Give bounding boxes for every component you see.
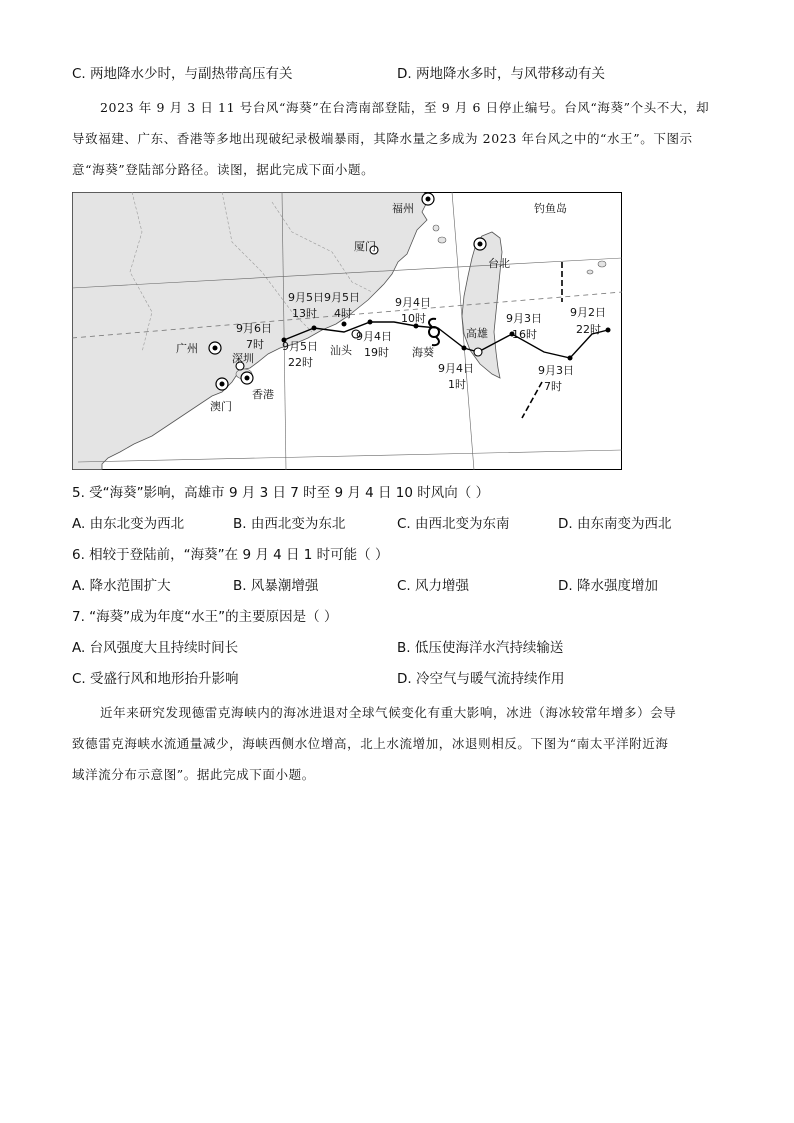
island: [598, 261, 606, 267]
city-label-diaoyudao: 钓鱼岛: [534, 202, 567, 215]
island: [587, 270, 593, 274]
track-time: 16时: [512, 328, 537, 341]
passage2-line-3: 域洋流分布示意图”。据此完成下面小题。: [72, 767, 315, 782]
city-label-shenzhen: 深圳: [232, 352, 254, 365]
city-label-taibei: 台北: [488, 257, 510, 270]
q7-option-b: B. 低压使海洋水汽持续输送: [397, 640, 564, 656]
track-time: 7时: [246, 338, 264, 351]
capital-symbol-icon: [241, 372, 253, 384]
track-point: [568, 356, 573, 361]
track-date: 9月4日: [438, 362, 474, 375]
track-date: 9月4日: [395, 296, 431, 309]
city-label-xiamen: 厦门: [354, 240, 376, 253]
track-date: 9月3日: [506, 312, 542, 325]
track-time: 1时: [448, 378, 466, 391]
track-date: 9月5日: [288, 291, 324, 304]
city-label-gaoxiong: 高雄: [466, 327, 488, 340]
q7-option-c: C. 受盛行风和地形抬升影响: [72, 671, 239, 687]
track-date: 9月2日: [570, 306, 606, 319]
q6-option-b: B. 风暴潮增强: [233, 578, 319, 594]
track-time: 7时: [544, 380, 562, 393]
city-label-xianggang: 香港: [252, 388, 274, 401]
q5-option-d: D. 由东南变为西北: [558, 516, 672, 532]
option-d-prev: D. 两地降水多时，与风带移动有关: [397, 66, 605, 82]
q7-option-a: A. 台风强度大且持续时间长: [72, 640, 239, 656]
passage1-line-2: 导致福建、广东、香港等多地出现破纪录极端暴雨，其降水量之多成为 2023 年台风之中的“水王”。下图示: [72, 131, 693, 146]
q5-option-c: C. 由西北变为东南: [397, 516, 510, 532]
q5-option-a: A. 由东北变为西北: [72, 516, 185, 532]
typhoon-track-map: [72, 192, 622, 470]
track-time: 13时: [292, 307, 317, 320]
track-point: [342, 322, 347, 327]
track-date: 9月3日: [538, 364, 574, 377]
track-date: 9月5日: [282, 340, 318, 353]
passage2-line-1: 近年来研究发现德雷克海峡内的海冰进退对全球气候变化有重大影响，冰进（海冰较常年增多）会导: [100, 705, 677, 720]
track-point: [312, 326, 317, 331]
track-date: 9月5日: [324, 291, 360, 304]
q5-option-b: B. 由西北变为东北: [233, 516, 346, 532]
city-dot-icon: [474, 348, 482, 356]
passage1-line-3: 意“海葵”登陆部分路径。读图，据此完成下面小题。: [72, 162, 375, 177]
passage2-line-2: 致德雷克海峡水流通量减少，海峡西侧水位增高，北上水流增加，冰退则相反。下图为“南太平洋附近海: [72, 736, 669, 751]
city-label-fuzhou: 福州: [392, 202, 414, 215]
island: [438, 237, 446, 243]
q6-option-d: D. 降水强度增加: [558, 578, 658, 594]
island: [433, 225, 439, 231]
city-label-guangzhou: 广州: [176, 342, 198, 355]
track-time: 22时: [576, 323, 601, 336]
question-5-stem: 5. 受“海葵”影响，高雄市 9 月 3 日 7 时至 9 月 4 日 10 时风向（ ）: [72, 485, 490, 501]
option-c-prev: C. 两地降水少时，与副热带高压有关: [72, 66, 293, 82]
capital-symbol-icon: [422, 193, 434, 205]
city-label-shantou: 汕头: [330, 344, 352, 357]
capital-symbol-icon: [474, 238, 486, 250]
q6-option-a: A. 降水范围扩大: [72, 578, 171, 594]
track-time: 10时: [401, 312, 426, 325]
track-time: 4时: [334, 307, 352, 320]
track-point: [462, 346, 467, 351]
track-date: 9月6日: [236, 322, 272, 335]
track-date: 9月4日: [356, 330, 392, 343]
track-point: [368, 320, 373, 325]
capital-symbol-icon: [216, 378, 228, 390]
passage1-line-1: 2023 年 9 月 3 日 11 号台风“海葵”在台湾南部登陆，至 9 月 6 日停止编号。台风“海葵”个头不大，却: [100, 100, 710, 115]
track-time: 19时: [364, 346, 389, 359]
track-time: 22时: [288, 356, 313, 369]
city-label-aomen: 澳门: [210, 400, 232, 413]
track-point: [606, 328, 611, 333]
q7-option-d: D. 冷空气与暖气流持续作用: [397, 671, 565, 687]
city-label-haikui: 海葵: [412, 346, 434, 359]
question-6-stem: 6. 相较于登陆前，“海葵”在 9 月 4 日 1 时可能（ ）: [72, 547, 389, 563]
q6-option-c: C. 风力增强: [397, 578, 470, 594]
question-7-stem: 7. “海葵”成为年度“水王”的主要原因是（ ）: [72, 609, 338, 625]
capital-symbol-icon: [209, 342, 221, 354]
